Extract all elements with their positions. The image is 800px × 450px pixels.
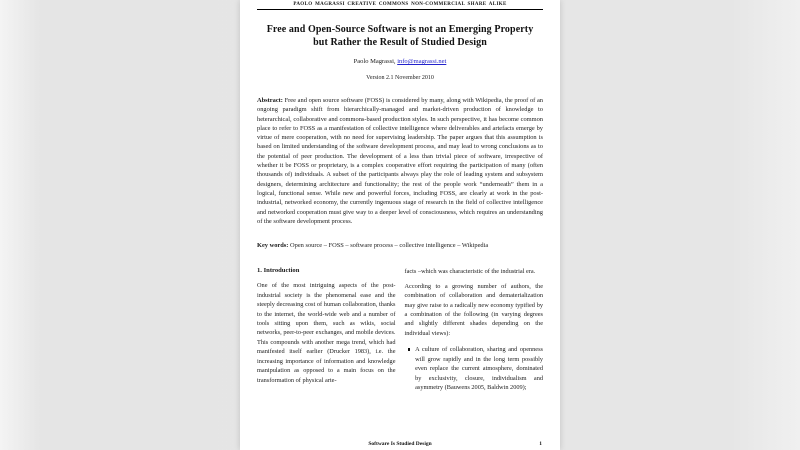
- bullet-item: [405, 345, 544, 392]
- author-line: [257, 58, 543, 65]
- keywords-line: [257, 241, 543, 250]
- author-email-link[interactable]: info@magrassi.net: [397, 58, 447, 65]
- bullet-text: A culture of collaboration, sharing and openness will grow rapidly and in the long term possibly even replace the current atmosphere, dominated by exclusivity, closure, individualism and asymmetry (Bauwens 2005, Baldwin 2009);: [415, 346, 543, 391]
- abstract-text: Free and open source software (FOSS) is considered by many, along with Wikipedia, the proof of an ongoing paradigm shift from hierarchically-managed and market-driven production of knowledge to heterarchical, collaborative and commons-based production styles. In such perspective, it has become common place to refer to FOSS as a manifestation of collective intelligence where deliverables and artefacts emerge by virtue of mere cooperation, with no need for supervising leadership. The paper argues that this assumption is based on limited understanding of the software development process, and may lead to wrong conclusions as to the potential of peer production. The development of a less than trivial piece of software, irrespective of whether it be FOSS or proprietary, is a complex cooperative effort requiring the participation of many (often thousands of) individuals. A subset of the participants always play the role of leading system and subsystem designers, determining architecture and functionality; the rest of the people work “underneath” them in a logical, functional sense. While new and powerful forces, including FOSS, are clearly at work in the post-industrial, networked economy, the currently ingenuous stage of research in the field of collective intelligence and networked cooperation must give way to a deeper level of consciousness, which requires an understanding of the software development process.: [257, 97, 543, 225]
- abstract-paragraph: [257, 96, 543, 226]
- running-header: PAOLO MAGRASSI CREATIVE COMMONS NON-COMMERCIAL SHARE ALIKE: [293, 2, 507, 7]
- paper-title: [257, 23, 543, 49]
- square-bullet-icon: [408, 348, 411, 351]
- two-column-body: [257, 267, 543, 392]
- page-number: 1: [539, 441, 542, 447]
- column-left: [257, 267, 396, 392]
- keywords-text: Open source – FOSS – software process – collective intelligence – Wikipedia: [288, 242, 489, 250]
- paper-page: [240, 0, 560, 450]
- running-footer-title: Software Is Studied Design: [368, 441, 432, 447]
- version-line: Version 2.1 November 2010: [366, 75, 434, 81]
- abstract-label: Abstract:: [257, 97, 283, 104]
- author-name: Paolo Magrassi,: [353, 58, 396, 65]
- keywords-label: Key words:: [257, 242, 289, 250]
- paper-title-line2: but Rather the Result of Studied Design: [313, 37, 487, 48]
- intro-paragraph-right-2: According to a growing number of authors, the combination of collaboration and dematerialization may give raise to a radically new economy typified by a combination of the following (in varying degrees and slightly different shades depending on the individual views):: [404, 282, 543, 337]
- intro-paragraph-right-1: facts –which was characteristic of the industrial era.: [404, 268, 536, 276]
- header-rule: [257, 9, 543, 10]
- section-heading-introduction: 1. Introduction: [257, 267, 300, 275]
- intro-paragraph-left: One of the most intriguing aspects of the post-industrial society is the phenomenal ease and the steeply decreasing cost of human collaboration, thanks to the internet, the world-wide web and a number of tools sitting upon them, such as wikis, social networks, peer-to-peer exchanges, and mobile devices. This compounds with another mega trend, which had manifested itself earlier (Drucker 1983), i.e. the increasing importance of information and knowledge manipulation as opposed to a main focus on the transformation of physical arte-: [257, 282, 396, 384]
- page-footer: [257, 441, 543, 447]
- paper-title-line1: Free and Open-Source Software is not an Emerging Property: [266, 24, 534, 35]
- column-right: [405, 267, 544, 392]
